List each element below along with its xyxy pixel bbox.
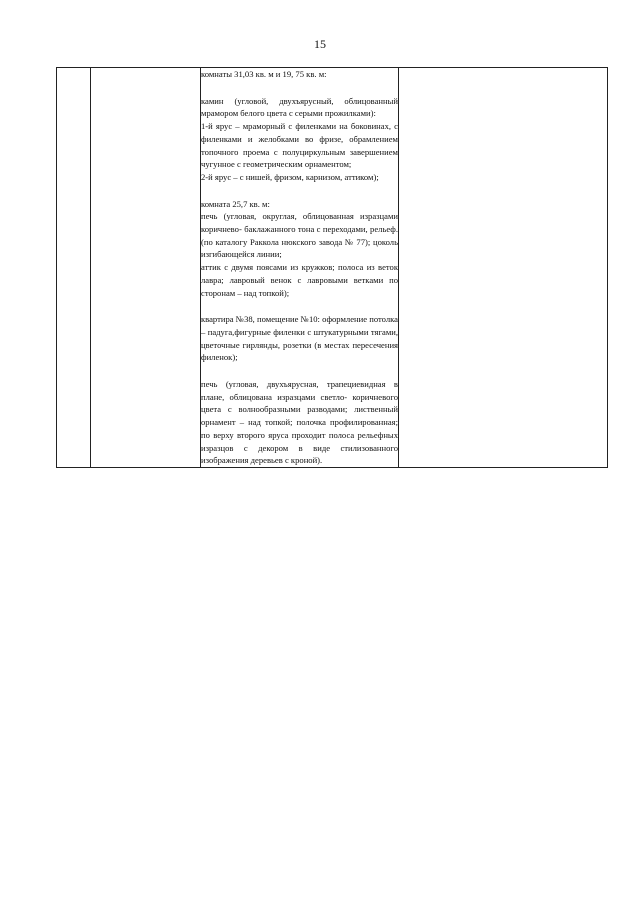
description-paragraph: камин (угловой, двухъярусный, облицованный мрамором белого цвета с серыми прожилками): [201,95,398,119]
table-row [57,68,608,468]
paragraph-gap [201,299,398,313]
paragraph-gap [201,364,398,378]
description-paragraph: аттик с двумя поясами из кружков; полоса из веток лавра; лавровый венок с лавровыми ветками по сторонам – над топкой); [201,262,398,298]
page-number: 15 [314,37,326,51]
description-paragraph: 2-й ярус – с нишей, фризом, карнизом, аттиком); [201,171,379,182]
paragraph-gap [201,81,398,95]
description-text [201,68,398,467]
description-paragraph: квартира №38, помещение №10: оформление потолка – падуга,фигурные филенки с штукатурными тягами, цветочные гирлянды, розетки (в местах пересечения филенок); [201,314,398,363]
description-paragraph: комнаты 31,03 кв. м и 19, 75 кв. м: [201,69,327,79]
cell-object [91,68,201,468]
paragraph-gap [201,184,398,198]
description-paragraph: печь (угловая, двухъярусная, трапециевидная в плане, облицована изразцами светло- коричневого цвета с волнообразными разводами; лиственный орнамент – над топкой; полочка профилированная; по верху второго яруса проходит полоса рельефных изразцов с декором в виде стилизованного изображения деревьев с кроной). [201,379,398,466]
description-paragraph: комната 25,7 кв. м: [201,198,270,209]
cell-description [201,68,399,468]
cell-notes [399,68,608,468]
cell-number [57,68,91,468]
description-paragraph: печь (угловая, округлая, облицованная изразцами коричнево- баклажанного тона с переходами, рельеф. (по каталогу Раккола нюкского завода № 77); цоколь изгибающейся линии; [201,211,398,260]
description-paragraph: 1-й ярус – мраморный с филенками на боковинах, с филенками и желобками во фризе, обрамлением топочного проема с полуциркульным завершением чугунное с геометрическим орнаментом; [201,121,398,170]
document-table [56,67,608,468]
